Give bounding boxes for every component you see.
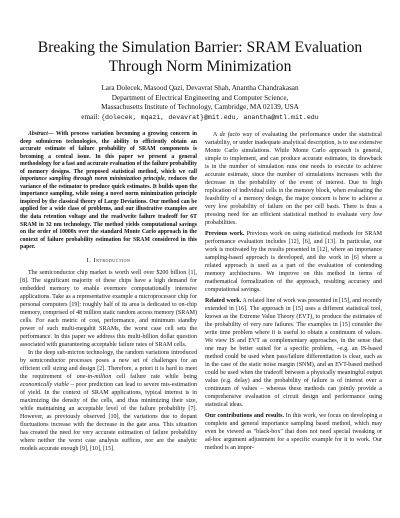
right-p1-text-a: A (213, 132, 220, 138)
institution: Massachusetts Institute of Technology, Cambridge, MA 02139, USA (101, 103, 299, 112)
previous-work-text: Previous work on using statistical methods for SRAM performance evaluation includes [12], [6], and [13]. In particular, our work is motivated by the results presented in [12], where an importance sampling-based approach is developed, and the work in [6] where a related approach is used as a part of the evaluation of contending memory architectures. We improve on this method in terms of mathematical formalization of the approach, resulting accuracy and computational savings. (205, 231, 382, 293)
intro-p2-emphasis-1: one-in-million (76, 373, 112, 380)
intro-p2-text-b: cell failure rate while being (111, 373, 197, 380)
intro-paragraph-1: The semiconductor chip market is worth well over $200 billion [1], [8]. The significant majority of these chips have a high demand for embedded memory to enable evermore computationally intensive applications. Take as a representative example a microprocessor chip for personal computers [19]: roughly half of its area is dedicated to on-chip memory, comprised of 48 million static random access memory (SRAM) cells. For each metric of cost, performance, and minimum standby power of such multi-megabit SRAMs, the worst case cell sets the performance. In this paper we address this multi-billion dollar question associated with guaranteeing acceptable failure rates of SRAM cells. (20, 269, 197, 348)
contributions-paragraph (205, 412, 382, 452)
abstract-text-2: , reduces the variance of the estimator to produce quick estimates. It builds upon the importance sampling, while using a novel norm minimization principle inspired by the classical theory of Large Deviations. Our method can be applied for a wide class of problems, and our illustrative examples are the data retention voltage and the read/write failure tradeoff for 6T SRAM in 32 nm technology. The method yields computational savings on the order of 10000x over the standard Monte Carlo approach in the context of failure probability estimation for SRAM considered in this paper. (20, 176, 198, 251)
intro-paragraph-2 (20, 349, 197, 453)
related-work-heading: Related work. (205, 298, 242, 304)
related-work-text: A related line of work was presented in [15], and recently extended in [16]. The approach in [15] uses a different statistical tool, known as the Extreme Value Theory (EVT), to produce the estimates of the probability of very rare failures. The examples in [15] consider the write time problem where it is useful to obtain a continuum of values. We view IS and EVT as complementary approaches, in the sense that one may be better suited for a specific problem, –e.g. an IS-based method could be used when pass/failure differentiation is clear, such as in the case of the static noise margin (SNM), and an EVT-based method could be used when the tradeoff between a physically meaningful output value (e.g. delay) and the probability of failure is of interest over a continuum of values – whereas these methods can jointly provide a comprehensive evaluation of circuit design and performance using statistical ideas. (205, 298, 383, 408)
abstract-text-1: — With process variation becoming a growing concern in deep submicron technologies, the ability to efficiently obtain an accurate estimate of failure probability of SRAM components is becoming a central issue. In this paper we present a general methodology for a fast and accurate evaluation of the failure probability of memory designs. The proposed statistical method, which we call (20, 131, 197, 175)
right-p1-text-c: probabilities. (205, 220, 237, 226)
abstract (20, 131, 197, 252)
right-p1-emphasis-2: very low (360, 212, 383, 218)
right-p1-text-b: of evaluating the performance under the statistical variability, or under inadequate analytical description, is to use extensive Monte Carlo simulations. While Monte Carlo approach is general, simple to implement, and can produce accurate estimates, its drawback is in the number of simulation runs one needs to execute to achieve accurate estimate, since the number of simulations increases with the decrease in the probability of the event of interest. Due to high replication of individual cells in the memory block, when evaluating the feasibility of a memory design, the major concern is how to achieve a very low probability of failure on the per cell basis. There is thus a pressing need for an efficient statistical method to evaluate (205, 132, 382, 218)
section-heading-introduction: I. Introduction (86, 256, 131, 264)
email-label: email: (81, 113, 100, 121)
paper-title (20, 38, 380, 76)
previous-work-heading: Previous work. (205, 231, 245, 237)
contributions-text: In this work, we focus on developing a complete and general importance sampling based method, which may even be viewed as "black-box" that does not need special tweaking or ad-hoc argument adjustment for a specific example for it to work. Our method is an impor- (205, 413, 382, 451)
abstract-emphasis: importance sampling through norm minimization principle (20, 176, 165, 183)
right-paragraph-1 (205, 131, 382, 227)
contributions-heading: Our contributions and results. (205, 413, 284, 419)
title-line-2: Through Norm Minimization (108, 58, 292, 75)
department: Department of Electrical Engineering and Computer Science, (111, 93, 289, 102)
intro-p2-text-c: – poor prediction can lead to severe mis-estimation of yield. In the context of SRAM applications, typical interest is in maximizing the density of the cells, and thus minimizing their size, while maintaining an acceptable level of the failure probability [7]. However, as previously observed [10], the variations due to dopant fluctuations increase with the decrease in the gate area. This situation has created the need for very accurate estimation of failure probability where neither the worst case analysis suffices, nor are the analytic models accurate enough [9], [10], [15]. (20, 381, 197, 452)
title-line-1: Breaking the Simulation Barrier: SRAM Evaluation (37, 39, 363, 56)
intro-p2-emphasis-2: economically viable (20, 381, 69, 388)
abstract-lead: Abstract (28, 131, 48, 137)
related-work-paragraph (205, 297, 382, 409)
author-names: Lara Dolecek, Masood Qazi, Devavrat Shah, Anantha Chandrakasan (101, 84, 299, 92)
right-column (205, 131, 382, 452)
author-block (20, 84, 380, 113)
intro-p2-text-a: In the deep sub-micron technology, the random variations introduced by semiconductor processes poses a new set of challenges for an efficient cell sizing and design [2]. Therefore, a priori it is hard to meet the requirement of (20, 349, 197, 380)
previous-work-paragraph (205, 230, 382, 294)
email-line (20, 113, 380, 123)
left-column (20, 131, 197, 453)
right-p1-emphasis-1: de facto way (219, 132, 253, 138)
email-addresses: {dolecek, mqazi, devavrat}@mit.edu, anantha@mtl.mit.edu (101, 114, 319, 121)
